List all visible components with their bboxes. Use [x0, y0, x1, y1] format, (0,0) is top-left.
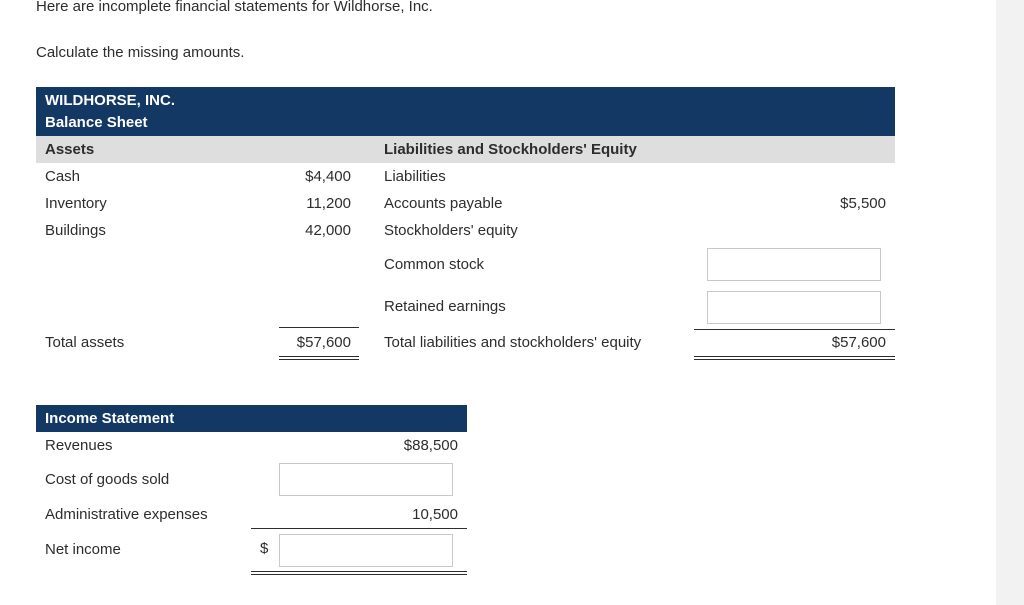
company-name: WILDHORSE, INC. — [45, 92, 175, 109]
total-assets-double-rule-2 — [279, 359, 359, 360]
asset-label-cash: Cash — [45, 168, 81, 185]
asset-value-inventory: 11,200 — [306, 195, 351, 212]
total-le-label: Total liabilities and stockholders' equity — [384, 334, 642, 351]
total-le-double-rule-2 — [694, 359, 895, 360]
net-income-label: Net income — [45, 541, 121, 558]
asset-label-buildings: Buildings — [45, 222, 106, 239]
asset-value-buildings: 42,000 — [305, 222, 351, 239]
accounts-payable-label: Accounts payable — [384, 195, 503, 212]
asset-label-inventory: Inventory — [45, 195, 107, 212]
total-le-value: $57,600 — [831, 334, 886, 351]
net-income-double-rule-1 — [251, 571, 467, 572]
asset-value-cash: $4,400 — [305, 168, 351, 185]
accounts-payable-value: $5,500 — [840, 195, 886, 212]
intro-text: Here are incomplete financial statements for Wildhorse, Inc. — [36, 0, 433, 15]
net-income-double-rule-2 — [251, 574, 467, 575]
total-assets-value: $57,600 — [296, 334, 351, 351]
net-income-top-rule — [251, 528, 467, 529]
stockholders-equity-label: Stockholders' equity — [384, 222, 518, 239]
common-stock-label: Common stock — [384, 256, 485, 273]
statement-title: Balance Sheet — [45, 114, 148, 131]
retained-earnings-label: Retained earnings — [384, 298, 506, 315]
common-stock-input[interactable] — [707, 248, 881, 281]
total-assets-label: Total assets — [45, 334, 125, 351]
income-statement-header — [36, 405, 467, 432]
liabilities-label: Liabilities — [384, 168, 446, 185]
total-le-top-rule — [694, 329, 895, 330]
balance-sheet-header — [36, 87, 895, 136]
revenues-value: $88,500 — [403, 437, 458, 454]
net-income-currency: $ — [260, 540, 269, 557]
net-income-input[interactable] — [279, 534, 453, 567]
revenues-label: Revenues — [45, 437, 113, 454]
total-assets-double-rule-1 — [279, 356, 359, 357]
admin-expenses-label: Administrative expenses — [45, 506, 208, 523]
admin-expenses-value: 10,500 — [412, 506, 458, 523]
cogs-input[interactable] — [279, 463, 453, 496]
instruction-text: Calculate the missing amounts. — [36, 44, 245, 61]
retained-earnings-input[interactable] — [707, 291, 881, 324]
cogs-label: Cost of goods sold — [45, 471, 170, 488]
total-le-double-rule-1 — [694, 356, 895, 357]
assets-heading: Assets — [45, 141, 95, 158]
income-statement-title: Income Statement — [45, 410, 175, 427]
liabilities-equity-heading: Liabilities and Stockholders' Equity — [384, 141, 637, 158]
total-assets-top-rule — [279, 327, 359, 328]
